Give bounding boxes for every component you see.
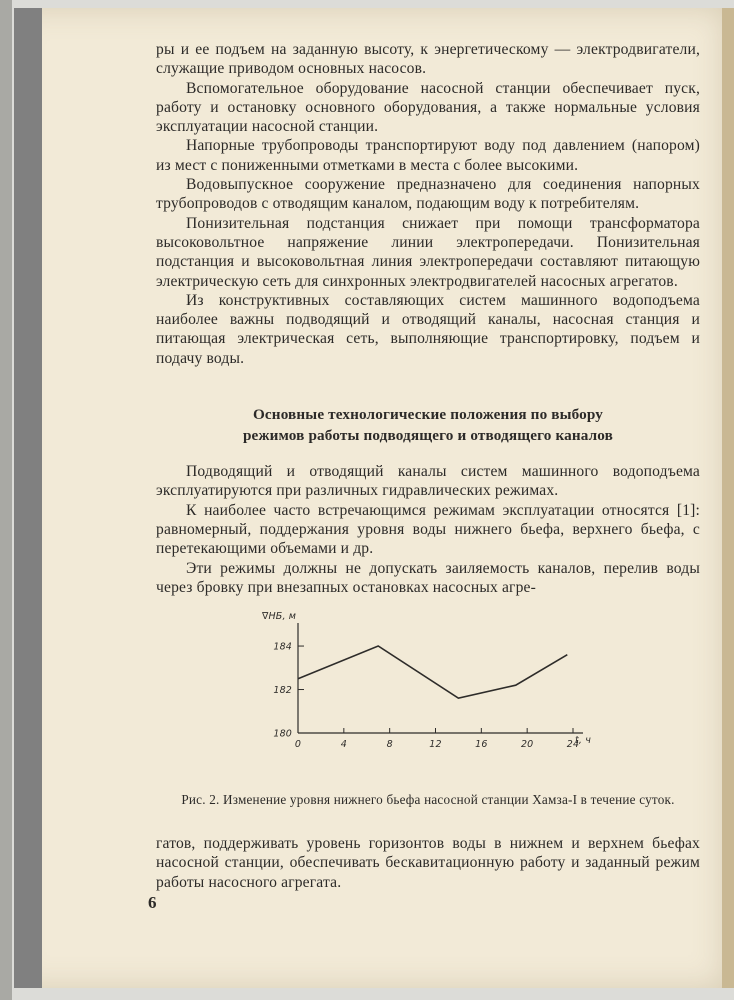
page-edge-strip [722, 8, 734, 988]
x-tick-label: 16 [475, 739, 488, 751]
paragraph: Понизительная подстанция снижает при помощи трансформатора высоковольтное напряжение линии электропередачи. Понизительная подстанция и высоковольтная линия электропередачи составляют питающую электрическую сеть для синхронных электродвигателей насосных агрегатов. [156, 214, 700, 290]
paragraph: гатов, поддерживать уровень горизонтов воды в нижнем и верхнем бьефах насосной станции, обеспечивать бескавитационную работу и заданный режим работы насосного агрегата. [156, 835, 700, 891]
x-tick-label: 24 [566, 739, 580, 751]
paragraph: Напорные трубопроводы транспортируют воду под давлением (напором) из мест с пониженными отметками в места с более высокими. [156, 137, 700, 174]
y-tick-label: 182 [273, 685, 292, 697]
x-tick-label: 12 [429, 739, 442, 751]
paragraph: Эти режимы должны не допускать заиляемость каналов, перелив воды через бровку при внезапных остановках насосных агре- [156, 559, 700, 596]
scan-edge [0, 0, 12, 1000]
y-tick-label: 180 [273, 728, 292, 740]
page-number: 6 [148, 893, 157, 912]
paragraph: К наиболее часто встречающимся режимам эксплуатации относятся [1]: равномерный, поддержания уровня воды нижнего бьефа, верхнего бьефа, с перетекающими объемами и др. [156, 501, 700, 558]
paragraph: Водовыпускное сооружение предназначено для соединения напорных трубопроводов с отводящим каналом, подающим воду к потребителям. [156, 176, 700, 213]
x-tick-label: 0 [294, 739, 302, 751]
line-chart [156, 611, 700, 771]
series-line [298, 646, 567, 698]
section-heading [156, 404, 700, 446]
paragraph: Из конструктивных составляющих систем машинного водоподъема наиболее важны подводящий и отводящий каналы, насосная станция и питающая электрическая сеть, выполняющие транспортировку, подъем и подачу воды. [156, 291, 700, 367]
y-axis-label: ∇НБ, м [262, 611, 297, 623]
paragraph: Вспомогательное оборудование насосной станции обеспечивает пуск, работу и остановку основного оборудования, а также нормальные условия эксплуатации насосной станции. [156, 79, 700, 136]
page-shadow-strip [14, 8, 42, 988]
figure-chart [156, 611, 700, 771]
x-tick-label: 8 [386, 739, 393, 751]
x-tick-label: 20 [520, 739, 534, 751]
paragraph: Подводящий и отводящий каналы систем машинного водоподъема эксплуатируются при различных гидравлических режимах. [156, 463, 700, 500]
x-tick-label: 4 [340, 739, 347, 751]
x-axis-label: t, ч [575, 735, 591, 747]
paragraph: ры и ее подъем на заданную высоту, к энергетическому — электродвигатели, служащие приводом основных насосов. [156, 41, 700, 78]
section-heading-line: Основные технологические положения по выбору [252, 406, 604, 424]
section-heading-line: режимов работы подводящего и отводящего каналов [242, 427, 614, 445]
figure-caption: Рис. 2. Изменение уровня нижнего бьефа насосной станции Хамза-I в течение суток. [181, 792, 675, 808]
y-tick-label: 184 [273, 641, 292, 653]
page-body [156, 40, 700, 892]
